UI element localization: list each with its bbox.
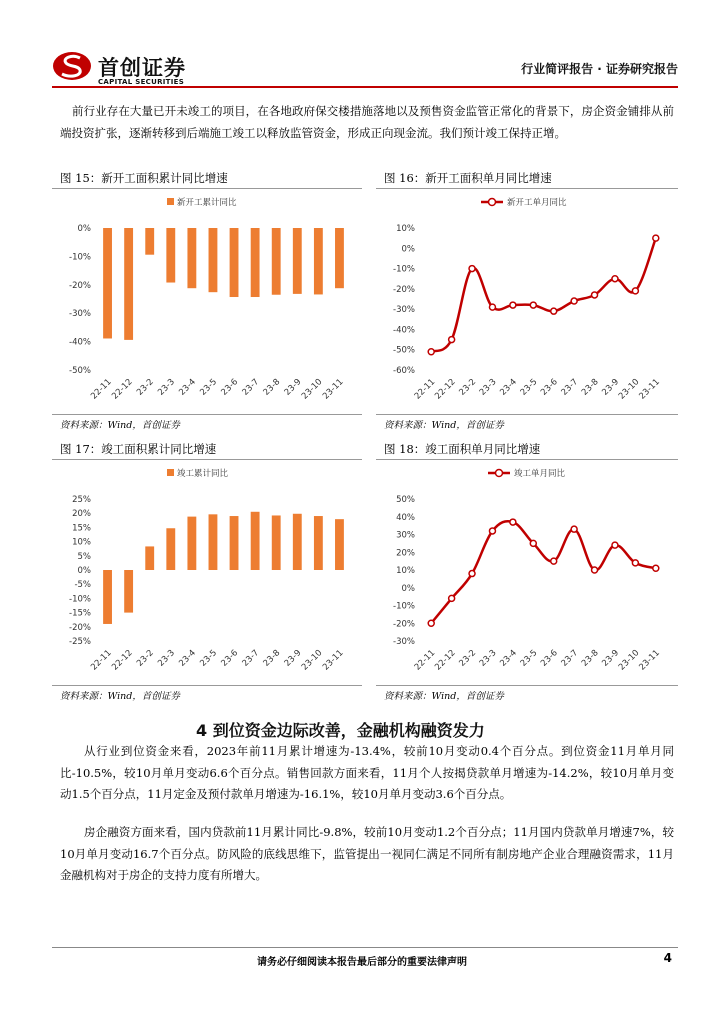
y-tick-label: -20% (393, 619, 415, 630)
y-tick-label: 0% (401, 244, 415, 255)
bar (124, 228, 133, 340)
figure-17-top-rule (52, 459, 362, 460)
data-point (612, 276, 618, 282)
data-point (469, 266, 475, 272)
report-type-title: 行业简评报告 · 证券研究报告 (521, 62, 678, 76)
legend-swatch (167, 469, 174, 476)
x-tick-label: 23-4 (498, 648, 519, 669)
data-point (530, 540, 536, 546)
x-tick-label: 23-8 (579, 377, 601, 398)
page-number: 4 (663, 951, 672, 965)
figure-17-bottom-rule (52, 685, 362, 686)
x-tick-label: 23-7 (240, 377, 262, 398)
chart-svg (376, 190, 678, 412)
figure-15-bottom-rule (52, 414, 362, 415)
legend-label: 新开工累计同比 (177, 198, 237, 208)
data-point (592, 292, 598, 298)
chart-svg (52, 461, 362, 683)
x-tick-label: 23-5 (198, 377, 220, 398)
bar (230, 228, 239, 297)
x-tick-label: 23-6 (539, 377, 560, 398)
bar (272, 228, 281, 295)
data-point (632, 560, 638, 566)
brand-name-en: CAPITAL SECURITIES (98, 78, 185, 86)
y-tick-label: 10% (396, 224, 415, 234)
data-point (489, 528, 495, 534)
y-tick-label: -30% (69, 309, 91, 320)
x-tick-label: 23-9 (282, 377, 304, 398)
x-tick-label: 23-3 (156, 648, 177, 669)
x-tick-label: 23-11 (321, 648, 346, 673)
bar (293, 228, 302, 294)
y-tick-label: -10% (69, 252, 91, 263)
x-tick-label: 23-7 (240, 648, 262, 669)
figure-18-caption: 图 18：竣工面积单月同比增速 (384, 442, 541, 456)
section-4-title: 4 到位资金边际改善，金融机构融资发力 (196, 721, 485, 740)
legend-marker (489, 199, 496, 206)
figure-15-caption: 图 15：新开工面积累计同比增速 (60, 171, 228, 185)
data-point (571, 526, 577, 532)
x-tick-label: 23-11 (637, 377, 662, 402)
brand-name-cn: 首创证券 (98, 56, 186, 80)
x-tick-label: 23-10 (616, 377, 642, 402)
y-tick-label: -40% (393, 325, 415, 336)
x-tick-label: 23-4 (498, 377, 519, 398)
data-point (428, 349, 434, 355)
y-tick-label: 0% (77, 224, 91, 234)
y-tick-label: 0% (77, 566, 91, 576)
y-tick-label: 30% (396, 530, 415, 541)
figure-18-top-rule (376, 459, 678, 460)
data-point (592, 567, 598, 573)
x-tick-label: 23-8 (261, 648, 283, 669)
x-tick-label: 23-5 (198, 648, 220, 669)
data-point (469, 571, 475, 577)
y-tick-label: -60% (393, 366, 415, 376)
data-point (449, 595, 455, 601)
data-point (428, 620, 434, 626)
data-point (653, 235, 659, 241)
figure-17-source: 资料来源：Wind，首创证券 (60, 691, 180, 702)
header-divider (52, 86, 678, 88)
y-tick-label: -30% (393, 305, 415, 316)
x-tick-label: 23-5 (518, 377, 540, 398)
x-tick-label: 22-11 (412, 648, 438, 673)
x-tick-label: 23-11 (637, 648, 662, 673)
legend-swatch (167, 198, 174, 205)
figure-18-source: 资料来源：Wind，首创证券 (384, 691, 504, 702)
series-line (431, 238, 656, 352)
bar (335, 519, 344, 570)
x-tick-label: 23-9 (600, 648, 622, 669)
x-tick-label: 23-2 (135, 377, 156, 398)
body-paragraph-1: 前行业存在大量已开未竣工的项目，在各地政府保交楼措施落地以及预售资金监管正常化的背景下，房企资金铺排从前端投资扩张，逐渐转移到后端施工竣工以释放监管资金，形成正向现金流。我们预计竣工保持正增。 (60, 104, 674, 140)
y-tick-label: 20% (72, 509, 91, 520)
y-tick-label: 25% (72, 495, 91, 505)
figure-16-bottom-rule (376, 414, 678, 415)
bar (103, 228, 112, 338)
data-point (632, 288, 638, 294)
bar (103, 570, 112, 624)
x-tick-label: 23-6 (219, 377, 241, 398)
x-tick-label: 22-11 (89, 648, 114, 673)
y-tick-label: -20% (69, 280, 91, 291)
bar (145, 228, 154, 255)
data-point (653, 565, 659, 571)
data-point (530, 302, 536, 308)
bar (314, 516, 323, 570)
x-tick-label: 23-2 (457, 377, 479, 398)
chart-new-construction-monthly (376, 190, 678, 412)
bar (272, 515, 281, 570)
x-tick-label: 23-3 (477, 377, 499, 398)
figure-15-top-rule (52, 188, 362, 189)
y-tick-label: -15% (69, 608, 91, 619)
figure-18-bottom-rule (376, 685, 678, 686)
data-point (510, 519, 516, 525)
legend-marker (496, 470, 503, 477)
bar (251, 228, 260, 297)
x-tick-label: 23-10 (299, 377, 325, 402)
x-tick-label: 23-7 (559, 648, 581, 669)
chart-svg (52, 190, 362, 412)
series-line (431, 521, 656, 623)
y-tick-label: 50% (396, 495, 415, 505)
data-point (551, 558, 557, 564)
x-tick-label: 23-10 (299, 648, 325, 673)
y-tick-label: -50% (393, 345, 415, 356)
data-point (489, 304, 495, 310)
data-point (510, 302, 516, 308)
x-tick-label: 23-2 (457, 648, 479, 669)
bar (314, 228, 323, 294)
legend-label: 竣工单月同比 (514, 469, 566, 479)
y-tick-label: -5% (74, 580, 91, 591)
x-tick-label: 22-12 (110, 648, 135, 673)
body-paragraph-2: 从行业到位资金来看，2023年前11月累计增速为-13.4%，较前10月变动0.4个百分点。到位资金11月单月同比-10.5%，较10月单月变动6.6个百分点。销售回款方面来看，11月个人按揭贷款单月增速为-14.2%，较10月单月变动1.5个百分点，11月定金及预付款单月增速为-16.1%，较10月单月变动3.6个百分点。 (60, 744, 674, 801)
figure-16-caption: 图 16：新开工面积单月同比增速 (384, 171, 552, 185)
y-tick-label: 40% (396, 512, 415, 523)
x-tick-label: 23-11 (321, 377, 346, 402)
bar (187, 517, 196, 570)
y-tick-label: -20% (393, 284, 415, 295)
bar (124, 570, 133, 613)
y-tick-label: 0% (401, 583, 415, 594)
x-tick-label: 23-3 (156, 377, 177, 398)
x-tick-label: 23-3 (477, 648, 499, 669)
x-tick-label: 23-9 (600, 377, 622, 398)
y-tick-label: -25% (69, 637, 91, 647)
y-tick-label: -20% (69, 622, 91, 633)
y-tick-label: 5% (77, 551, 91, 562)
x-tick-label: 23-10 (616, 648, 642, 673)
bar (166, 228, 175, 283)
bar (145, 546, 154, 570)
x-tick-label: 23-5 (518, 648, 540, 669)
x-tick-label: 23-4 (177, 377, 198, 398)
x-tick-label: 23-9 (282, 648, 304, 669)
x-tick-label: 22-12 (110, 377, 135, 402)
y-tick-label: -10% (393, 601, 415, 612)
capital-securities-logo-icon (52, 50, 96, 82)
data-point (449, 337, 455, 343)
data-point (612, 542, 618, 548)
x-tick-label: 23-8 (579, 648, 601, 669)
figure-16-top-rule (376, 188, 678, 189)
y-tick-label: -30% (393, 637, 415, 647)
x-tick-label: 23-4 (177, 648, 198, 669)
footer-divider (52, 947, 678, 948)
legal-disclaimer: 请务必仔细阅读本报告最后部分的重要法律声明 (257, 957, 467, 968)
bar (335, 228, 344, 288)
chart-completion-monthly (376, 461, 678, 683)
bar (209, 228, 218, 292)
figure-17-caption: 图 17：竣工面积累计同比增速 (60, 442, 217, 456)
chart-new-construction-cumulative (52, 190, 362, 412)
bar (209, 514, 218, 570)
x-tick-label: 22-12 (433, 377, 458, 402)
legend-label: 竣工累计同比 (177, 469, 229, 479)
x-tick-label: 23-8 (261, 377, 283, 398)
y-tick-label: 20% (396, 548, 415, 559)
x-tick-label: 23-7 (559, 377, 581, 398)
y-tick-label: -10% (393, 264, 415, 275)
figure-16-source: 资料来源：Wind，首创证券 (384, 420, 504, 431)
y-tick-label: -10% (69, 594, 91, 605)
y-tick-label: -40% (69, 337, 91, 348)
bar (293, 514, 302, 570)
data-point (571, 298, 577, 304)
y-tick-label: -50% (69, 366, 91, 376)
x-tick-label: 22-12 (433, 648, 458, 673)
bar (230, 516, 239, 570)
y-tick-label: 15% (72, 523, 91, 534)
y-tick-label: 10% (396, 566, 415, 576)
chart-completion-cumulative (52, 461, 362, 683)
bar (251, 512, 260, 570)
bar (187, 228, 196, 288)
x-tick-label: 23-2 (135, 648, 156, 669)
bar (166, 528, 175, 570)
y-tick-label: 10% (72, 537, 91, 548)
x-tick-label: 22-11 (412, 377, 438, 402)
figure-15-source: 资料来源：Wind，首创证券 (60, 420, 180, 431)
legend-label: 新开工单月同比 (507, 198, 567, 208)
x-tick-label: 23-6 (539, 648, 560, 669)
data-point (551, 308, 557, 314)
x-tick-label: 23-6 (219, 648, 241, 669)
x-tick-label: 22-11 (89, 377, 114, 402)
body-paragraph-3: 房企融资方面来看，国内贷款前11月累计同比-9.8%，较前10月变动1.2个百分点；11月国内贷款单月增速7%，较10月单月变动16.7个百分点。防风险的底线思维下，监管提出一视同仁满足不同所有制房地产企业合理融资需求，11月金融机构对于房企的支持力度有所增大。 (60, 825, 674, 882)
chart-svg (376, 461, 678, 683)
